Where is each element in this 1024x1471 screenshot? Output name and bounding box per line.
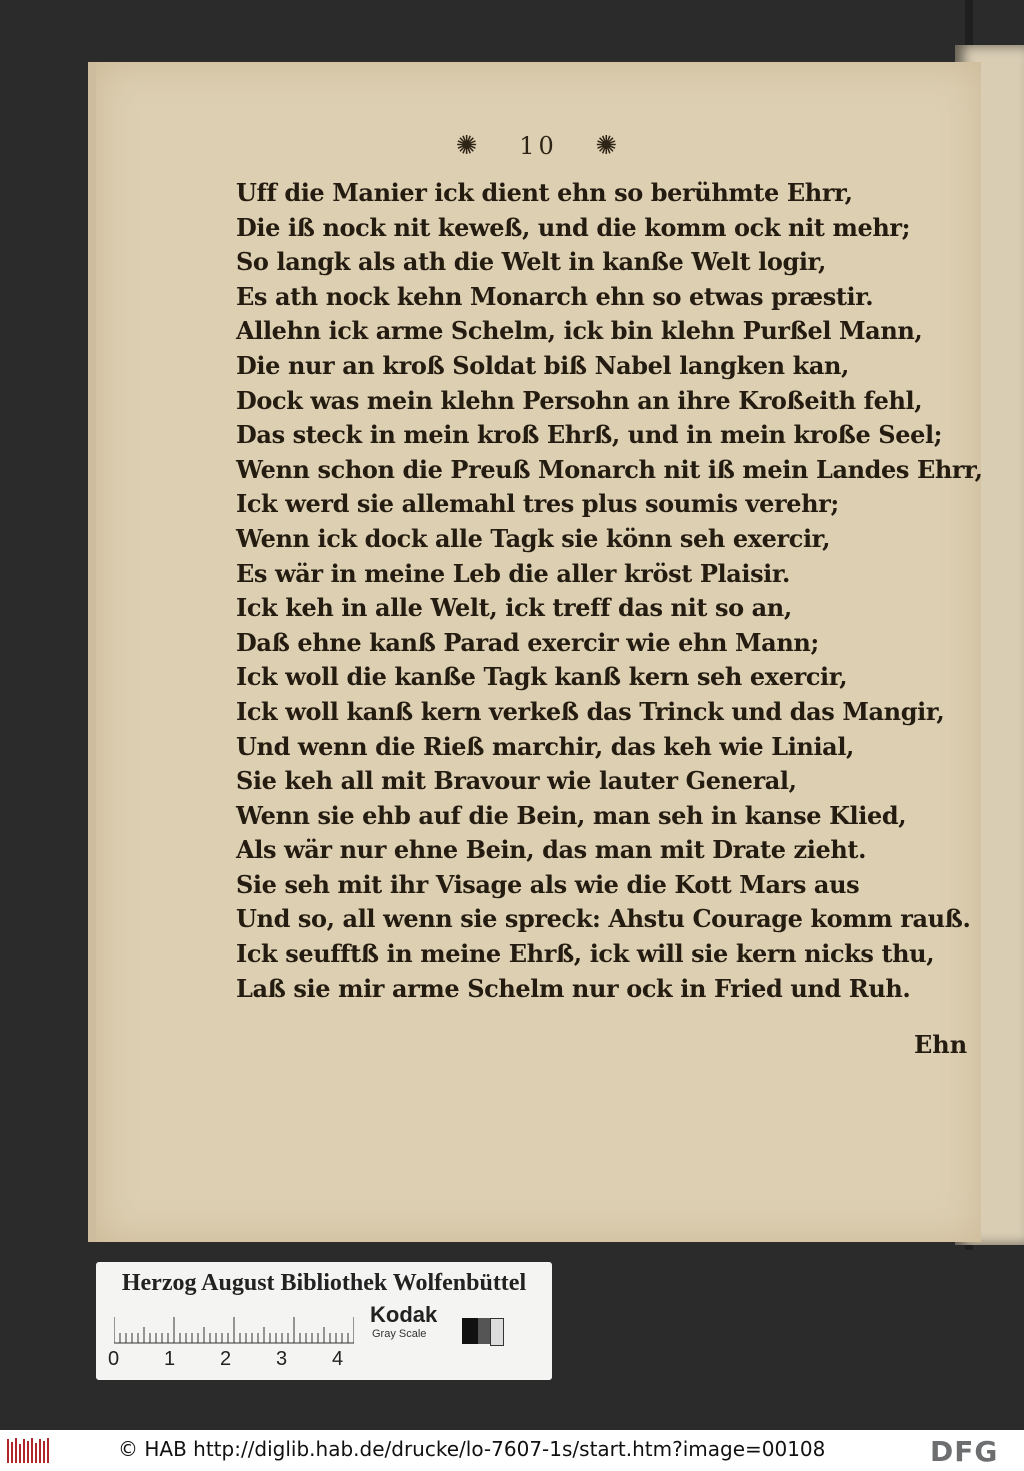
color-target-card — [96, 1262, 552, 1380]
catchword: Ehn — [914, 1030, 968, 1059]
verse-line: Es wär in meine Leb die aller kröst Plaisir. — [236, 558, 790, 588]
hab-logo-icon — [6, 1436, 50, 1466]
verse-line: So langk als ath die Welt in kanße Welt logir, — [236, 247, 827, 277]
gray-swatch-light — [490, 1318, 504, 1346]
verse-line: Ick woll kanß kern verkeß das Trinck und das Mangir, — [236, 696, 945, 726]
verse-line: Sie seh mit ihr Visage als wie die Kott Mars aus — [236, 869, 860, 899]
ruler-number: 4 — [332, 1348, 344, 1370]
verse-line: Sie keh all mit Bravour wie lauter General, — [236, 766, 797, 796]
verse-line: Wenn sie ehb auf die Bein, man seh in kanse Klied, — [236, 800, 907, 830]
verse-text — [236, 176, 983, 1006]
verse-line: Und wenn die Rieß marchir, das keh wie Linial, — [236, 731, 855, 761]
verse-line: Allehn ick arme Schelm, ick bin klehn Purßel Mann, — [236, 316, 923, 346]
gray-swatch-black — [462, 1318, 478, 1344]
verse-line: Die iß nock nit keweß, und die komm ock nit mehr; — [236, 212, 911, 242]
verse-line: Ick seufftß in meine Ehrß, ick will sie kern nicks thu, — [236, 939, 935, 969]
library-name: Herzog August Bibliothek Wolfenbüttel — [121, 1270, 527, 1296]
ruler-scale — [114, 1316, 354, 1344]
verse-line: Wenn ick dock alle Tagk sie könn seh exercir, — [236, 523, 831, 553]
ornament-star-icon: ✺ — [595, 130, 622, 161]
kodak-subtitle: Gray Scale — [372, 1328, 427, 1340]
verse-line: Die nur an kroß Soldat biß Nabel langken kan, — [236, 350, 849, 380]
ruler-number: 0 — [108, 1348, 120, 1370]
verse-line: Als wär nur ehne Bein, das man mit Drate zieht. — [236, 835, 867, 865]
footer-bar — [0, 1430, 1024, 1471]
ruler-number: 2 — [220, 1348, 232, 1370]
verse-line: Daß ehne kanß Parad exercir wie ehn Mann; — [236, 627, 819, 657]
verse-line: Ick woll die kanße Tagk kanß kern seh exercir, — [236, 662, 848, 692]
verse-line: Ick werd sie allemahl tres plus soumis verehr; — [236, 489, 839, 519]
verse-line: Wenn schon die Preuß Monarch nit iß mein Landes Ehrr, — [236, 454, 983, 484]
kodak-brand: Kodak — [370, 1302, 438, 1327]
ornament-star-icon: ✺ — [455, 130, 482, 161]
page-header — [96, 130, 981, 161]
verse-line: Uff die Manier ick dient ehn so berühmte Ehrr, — [236, 178, 853, 207]
ruler-number: 3 — [276, 1348, 288, 1370]
verse-line: Ick keh in alle Welt, ick treff das nit so an, — [236, 593, 792, 623]
book-page — [88, 62, 981, 1242]
footer-attribution: © HAB http://diglib.hab.de/drucke/lo-7607-1s/start.htm?image=00108 — [118, 1437, 826, 1461]
gray-swatch-dark — [478, 1318, 490, 1344]
ruler-number: 1 — [164, 1348, 176, 1370]
verse-line: Dock was mein klehn Persohn an ihre Kroßeith fehl, — [236, 385, 923, 415]
kodak-label — [370, 1302, 437, 1340]
verse-line: Und so, all wenn sie spreck: Ahstu Courage komm rauß. — [236, 904, 971, 934]
page-number: 10 — [519, 131, 558, 160]
verse-line: Das steck in mein kroß Ehrß, und in mein kroße Seel; — [236, 420, 943, 450]
dfg-logo: DFG — [930, 1435, 999, 1468]
verse-line: Laß sie mir arme Schelm nur ock in Fried und Ruh. — [236, 973, 911, 1003]
verse-line: Es ath nock kehn Monarch ehn so etwas præstir. — [236, 281, 874, 311]
